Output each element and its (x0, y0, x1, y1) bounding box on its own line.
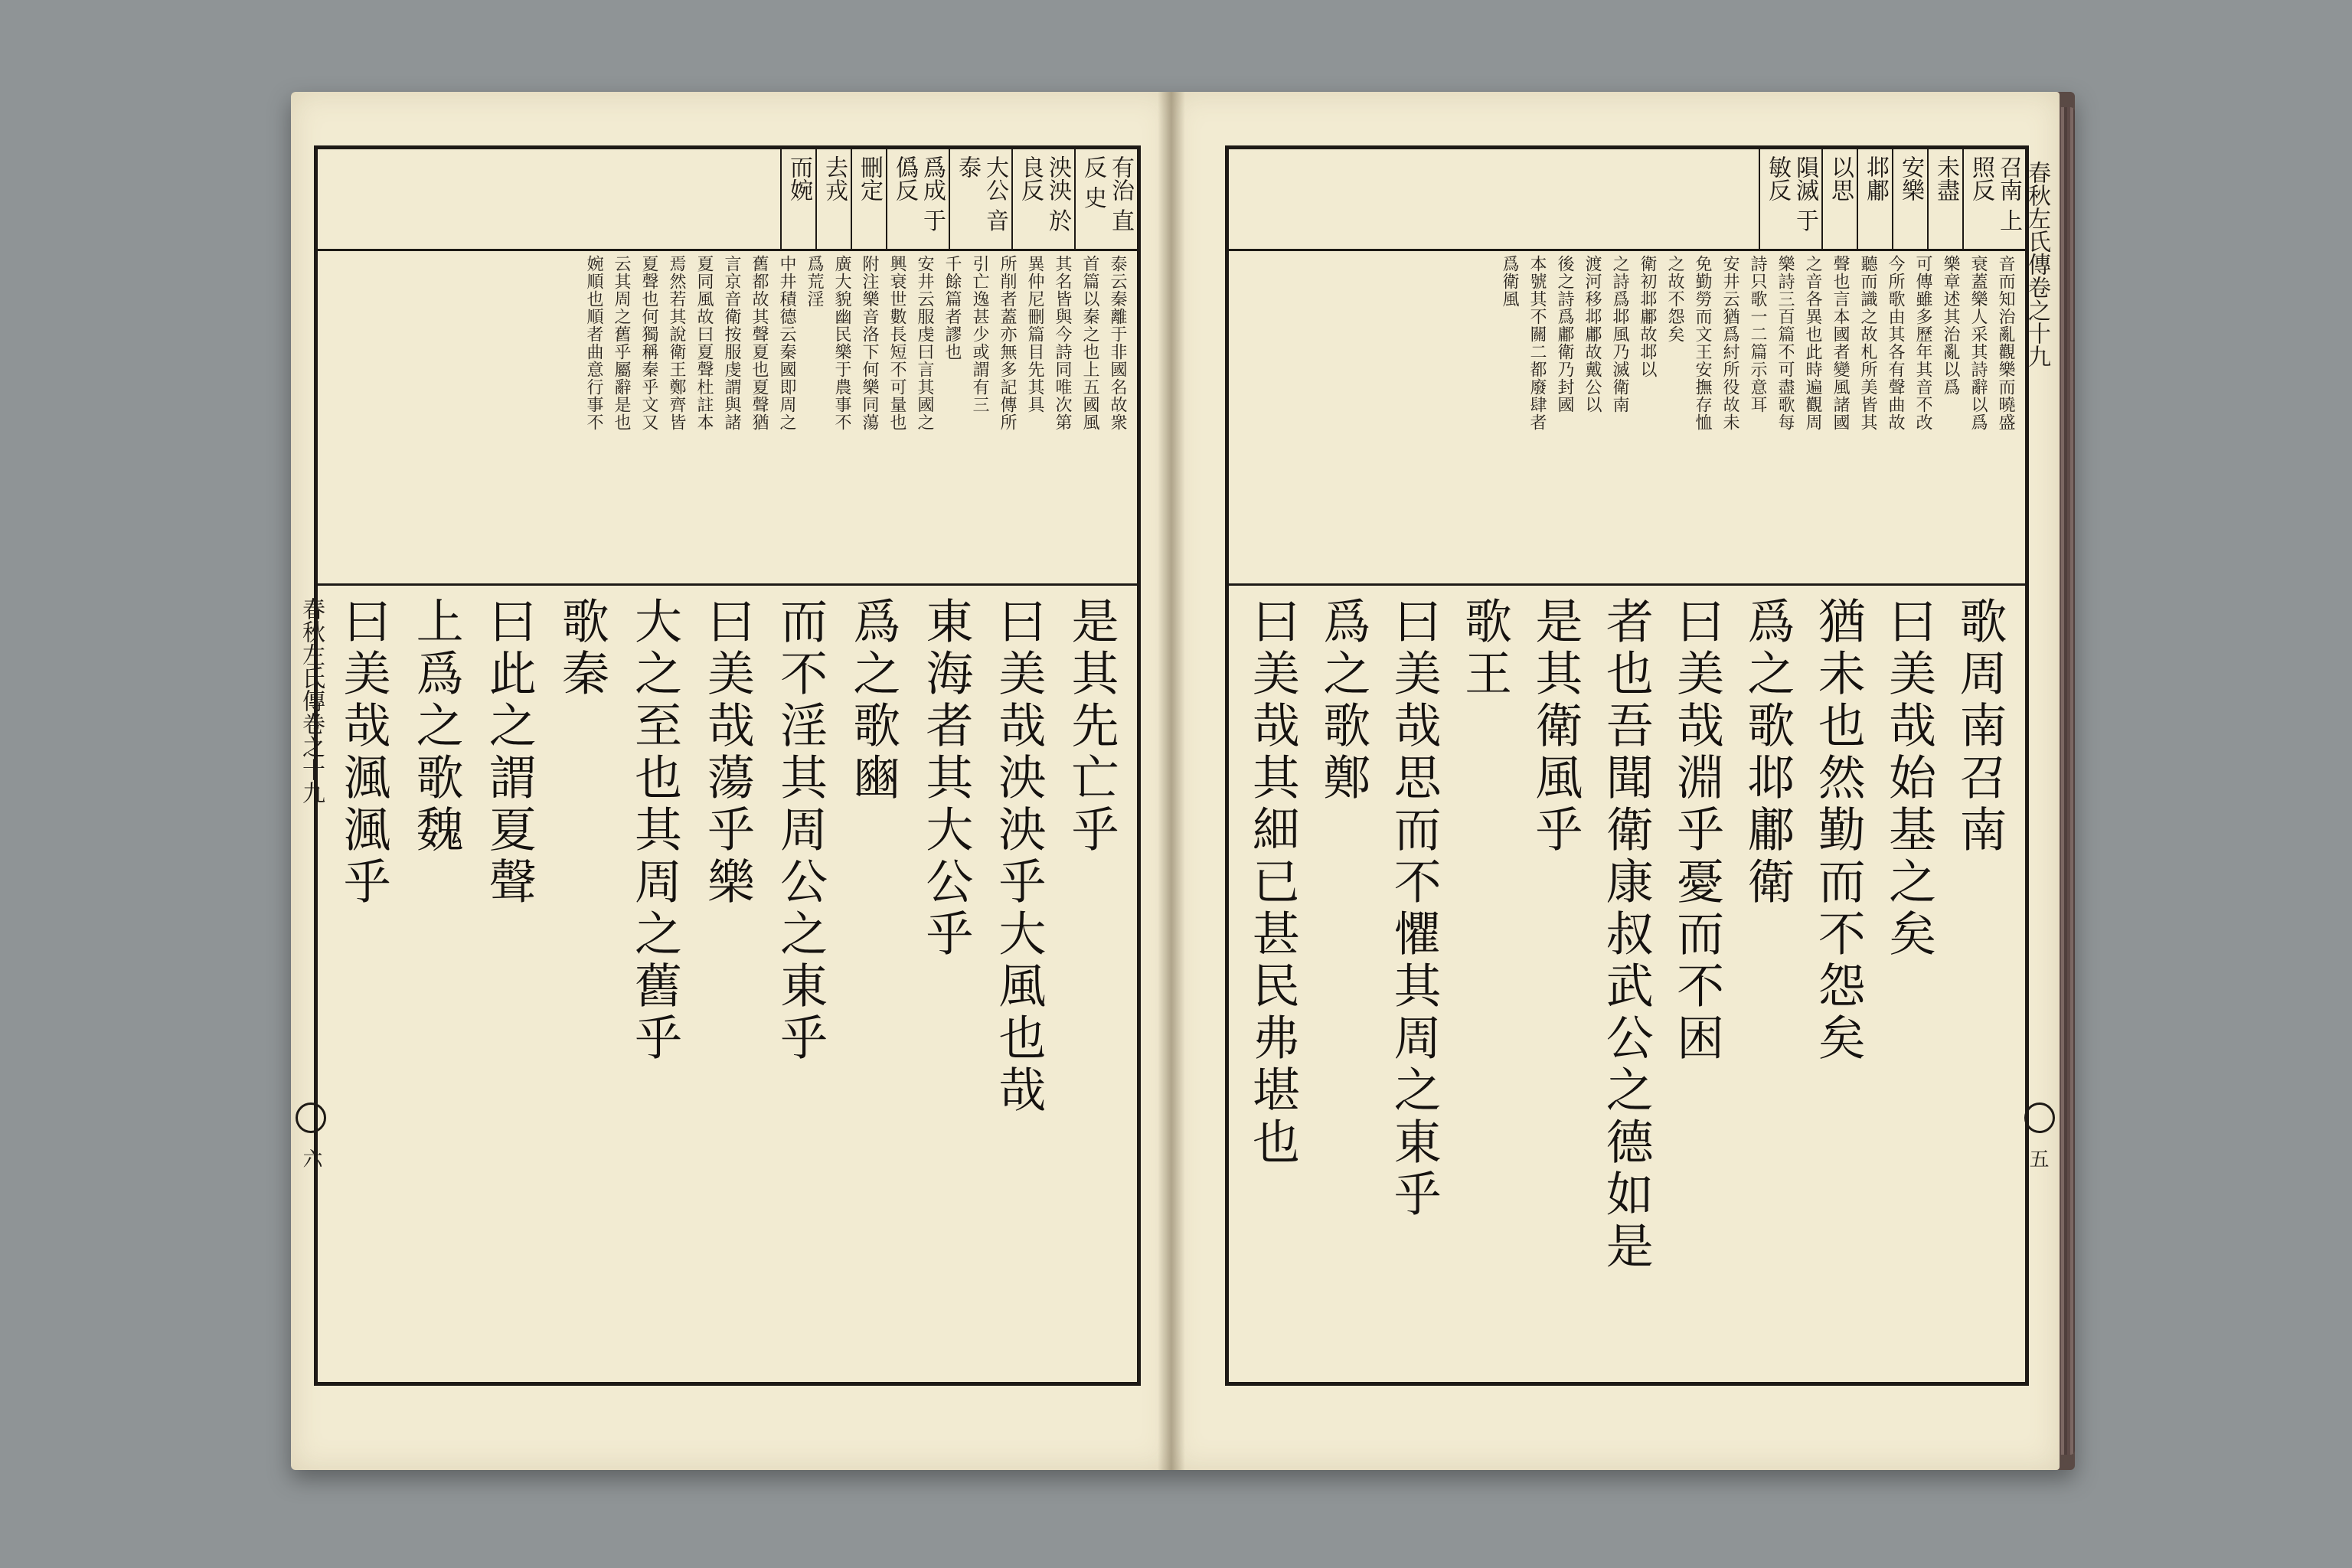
left-text-frame (314, 145, 1141, 1386)
right-gloss-band (1229, 149, 2025, 251)
left-gloss-band (318, 149, 1137, 251)
main-text-column: 者也吾聞衛康叔武公之德如是 (1598, 596, 1655, 1273)
gloss: 有治 直反 史 (1074, 149, 1137, 249)
note-column: 所削者蓋亦無多記傳所 (998, 255, 1017, 431)
gloss: 而婉 (780, 149, 815, 249)
main-text-column: 歌周南召南 (1952, 596, 2007, 857)
gloss: 召南 上照反 (1962, 149, 2025, 249)
left-folio: 六 (299, 1148, 322, 1168)
main-text-column: 爲之歌邶鄘衛 (1739, 596, 1795, 909)
note-column: 泰云秦離于非國名故衆 (1108, 255, 1127, 431)
gloss: 未盡 (1927, 149, 1962, 249)
right-main-text (1229, 586, 2025, 1382)
gloss: 刪定 (851, 149, 886, 249)
left-commentary-band (318, 249, 1137, 586)
main-text-column: 爲之歌鄭 (1315, 596, 1371, 805)
main-text-column: 歌秦 (554, 596, 610, 701)
note-column: 詩只歌一二篇示意耳 (1748, 255, 1767, 413)
note-column: 焉然若其說衛王鄭齊皆 (667, 255, 686, 431)
main-text-column: 曰美哉渢渢乎 (335, 596, 392, 909)
note-column: 免勤勞而文王安撫存恤 (1693, 255, 1712, 431)
gloss: 去戎 (815, 149, 851, 249)
note-column: 爲衛風 (1500, 255, 1519, 308)
note-column: 夏同風故曰夏聲杜註本 (694, 255, 714, 431)
main-text-column: 是其先亡乎 (1063, 596, 1119, 857)
note-column: 千餘篇者謬也 (942, 255, 962, 361)
right-text-frame (1225, 145, 2029, 1386)
left-main-text (318, 586, 1137, 1382)
note-column: 中井積德云秦國即周之 (777, 255, 796, 431)
right-commentary-band (1229, 249, 2025, 586)
note-column: 婉順也順者曲意行事不 (584, 255, 603, 431)
note-column: 渡河移邶鄘故戴公以 (1583, 255, 1602, 413)
note-column: 本號其不關二都廢肆者 (1527, 255, 1547, 431)
right-page (1171, 92, 2060, 1470)
note-column: 言京音衛按服虔謂與諸 (722, 255, 741, 431)
note-column: 附注樂音洛下何樂同蕩 (860, 255, 879, 431)
main-text-column: 而不淫其周公之東乎 (772, 596, 828, 1065)
open-book (291, 92, 2075, 1470)
main-text-column: 東海者其大公乎 (917, 596, 974, 961)
gloss: 以思 (1821, 149, 1857, 249)
left-side-title: 春秋左氏傳卷之十九 (298, 597, 325, 804)
note-column: 衛初邶鄘故邶以 (1638, 255, 1657, 378)
main-text-column: 曰美哉蕩乎樂 (699, 596, 756, 909)
note-column: 安井云猶爲紂所役故未 (1720, 255, 1740, 431)
note-column: 舊都故其聲夏也夏聲猶 (750, 255, 769, 431)
book-gutter (1158, 92, 1185, 1470)
right-circle-mark (2024, 1102, 2055, 1133)
main-text-column: 曰美哉淵乎憂而不困 (1668, 596, 1725, 1065)
note-column: 異仲尼刪篇目先其具 (1025, 255, 1044, 413)
main-text-column: 曰美哉始基之矣 (1880, 596, 1937, 961)
note-column: 樂詩三百篇不可盡歌每 (1775, 255, 1795, 431)
gloss: 隕滅 于敏反 (1759, 149, 1821, 249)
main-text-column: 歌王 (1456, 596, 1513, 701)
gloss: 大公 音泰 (949, 149, 1011, 249)
note-column: 引亡逸甚少或謂有三 (970, 255, 989, 413)
note-column: 其名皆與今詩同唯次第 (1053, 255, 1072, 431)
main-text-column: 大之至也其周之舊乎 (626, 596, 683, 1065)
note-column: 之詩爲邶風乃滅衛南 (1610, 255, 1629, 413)
gloss: 泱泱 於良反 (1011, 149, 1074, 249)
gloss: 邶鄘 (1857, 149, 1892, 249)
main-text-column: 上爲之歌魏 (408, 596, 465, 857)
note-column: 樂章述其治亂以爲 (1941, 255, 1960, 396)
main-text-column: 爲之歌豳 (844, 596, 901, 805)
note-column: 音而知治亂觀樂而曉盛 (1996, 255, 2015, 431)
main-text-column: 是其衛風乎 (1527, 596, 1583, 857)
note-column: 安井云服虔曰言其國之 (915, 255, 934, 431)
right-folio: 五 (2026, 1148, 2049, 1168)
note-column: 之音各異也此時遍觀周 (1803, 255, 1822, 431)
main-text-column: 曰此之謂夏聲 (481, 596, 537, 909)
left-page (291, 92, 1171, 1470)
main-text-column: 曰美哉泱泱乎大風也哉 (990, 596, 1047, 1117)
gloss: 爲成 于僞反 (886, 149, 949, 249)
main-text-column: 曰美哉思而不懼其周之東乎 (1386, 596, 1442, 1221)
note-column: 夏聲也何獨稱秦乎文又 (639, 255, 658, 431)
right-side-title: 春秋左氏傳卷之十九 (2024, 161, 2050, 368)
note-column: 首篇以秦之也上五國風 (1080, 255, 1099, 431)
note-column: 後之詩爲鄘衛乃封國 (1555, 255, 1574, 413)
note-column: 之故不怨矣 (1665, 255, 1684, 343)
main-text-column: 猶未也然勤而不怨矣 (1810, 596, 1867, 1065)
note-column: 聽而識之故札所美皆其 (1858, 255, 1877, 431)
note-column: 可傳雖多歷年其音不改 (1913, 255, 1932, 431)
note-column: 興衰世數長短不可量也 (887, 255, 906, 431)
note-column: 今所歌由其各有聲曲故 (1886, 255, 1905, 431)
main-text-column: 曰美哉其細已甚民弗堪也 (1244, 596, 1301, 1169)
note-column: 廣大貌幽民樂于農事不 (832, 255, 851, 431)
gloss: 安樂 (1892, 149, 1927, 249)
note-column: 爲荒淫 (805, 255, 824, 308)
note-column: 聲也言本國者變風諸國 (1831, 255, 1850, 431)
note-column: 云其周之舊乎屬辭是也 (612, 255, 631, 431)
note-column: 衰蓋樂人采其詩辭以爲 (1968, 255, 1988, 431)
